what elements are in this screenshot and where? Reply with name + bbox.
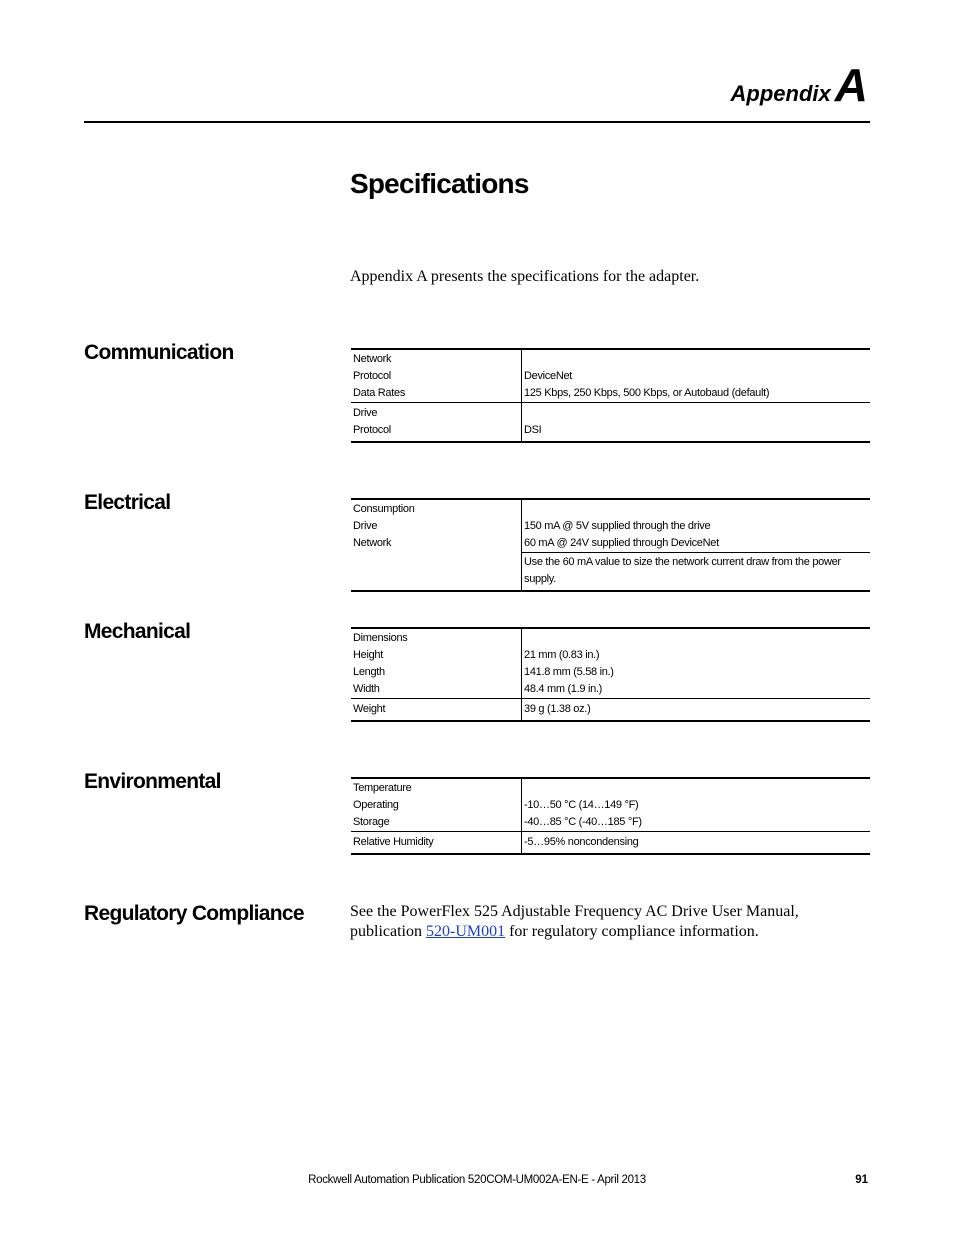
regulatory-paragraph: [350, 902, 820, 942]
table-row: [351, 681, 870, 699]
spec-value: [522, 499, 871, 518]
spec-label: Dimensions: [351, 628, 522, 647]
spec-label: Drive: [351, 403, 522, 423]
spec-label: Data Rates: [351, 385, 522, 403]
header-rule: [84, 121, 870, 123]
table-row: [351, 403, 870, 423]
spec-value: 60 mA @ 24V supplied through DeviceNet: [524, 537, 719, 549]
section-heading-electrical: Electrical: [84, 491, 171, 514]
table-row: [351, 385, 870, 403]
spec-label: Protocol: [351, 422, 522, 442]
spec-label: [351, 553, 522, 592]
section-heading-mechanical: Mechanical: [84, 620, 191, 643]
spec-label: Temperature: [351, 778, 522, 797]
table-row: [351, 797, 870, 814]
table-row: [351, 778, 870, 797]
spec-label: Relative Humidity: [351, 832, 522, 855]
table-row: [351, 535, 870, 553]
spec-value: -10…50 °C (14…149 °F): [524, 799, 639, 811]
appendix-word: Appendix: [730, 81, 831, 106]
appendix-heading: [731, 58, 868, 112]
spec-value: [522, 403, 871, 423]
publication-link[interactable]: 520-UM001: [425, 923, 506, 940]
spec-value: DeviceNet: [524, 370, 573, 382]
spec-value: -40…85 °C (-40…185 °F): [524, 816, 642, 828]
table-row: [351, 814, 870, 832]
table-row: [351, 349, 870, 368]
regulatory-text-before: See the PowerFlex 525 Adjustable Frequency AC Drive User Manual, publication: [350, 903, 799, 940]
spec-label: Length: [351, 664, 522, 681]
section-heading-regulatory: Regulatory Compliance: [84, 902, 304, 925]
spec-value: 125 Kbps, 250 Kbps, 500 Kbps, or Autobaud (default): [524, 387, 770, 399]
table-row: [351, 499, 870, 518]
table-row: [351, 553, 870, 592]
spec-label: Operating: [351, 797, 522, 814]
spec-note: Use the 60 mA value to size the network current draw from the power supply.: [522, 553, 871, 592]
spec-value: DSI: [522, 422, 871, 442]
spec-label: Network: [351, 349, 522, 368]
spec-value: 141.8 mm (5.58 in.): [524, 666, 614, 678]
spec-label: Network: [351, 535, 522, 553]
regulatory-text-after: for regulatory compliance information.: [505, 923, 759, 940]
spec-label: Consumption: [351, 499, 522, 518]
spec-value: [522, 628, 871, 647]
spec-value: 21 mm (0.83 in.): [524, 649, 600, 661]
spec-label: Protocol: [351, 368, 522, 385]
page-title: Specifications: [350, 168, 529, 199]
table-row: [351, 628, 870, 647]
section-heading-communication: Communication: [84, 341, 234, 364]
table-row: [351, 647, 870, 664]
table-row: [351, 832, 870, 855]
mechanical-spec-table: [351, 627, 870, 722]
spec-label: Weight: [351, 699, 522, 722]
table-row: [351, 699, 870, 722]
spec-value: 150 mA @ 5V supplied through the drive: [524, 520, 711, 532]
appendix-letter: A: [834, 59, 868, 111]
environmental-spec-table: [351, 777, 870, 855]
spec-value: [522, 778, 871, 797]
table-row: [351, 422, 870, 442]
electrical-spec-table: [351, 498, 870, 592]
page-number: 91: [855, 1174, 868, 1186]
spec-value: 39 g (1.38 oz.): [522, 699, 871, 722]
communication-spec-table: [351, 348, 870, 443]
spec-label: Storage: [351, 814, 522, 832]
spec-label: Height: [351, 647, 522, 664]
table-row: [351, 518, 870, 535]
spec-label: Width: [351, 681, 522, 699]
spec-value: 48.4 mm (1.9 in.): [524, 683, 603, 695]
spec-label: Drive: [351, 518, 522, 535]
table-row: [351, 368, 870, 385]
intro-paragraph: Appendix A presents the specifications for the adapter.: [350, 268, 700, 285]
table-row: [351, 664, 870, 681]
footer-publication: Rockwell Automation Publication 520COM-UM002A-EN-E - April 2013: [308, 1174, 646, 1186]
spec-value: -5…95% noncondensing: [522, 832, 871, 855]
spec-value: [522, 349, 871, 368]
section-heading-environmental: Environmental: [84, 770, 221, 793]
